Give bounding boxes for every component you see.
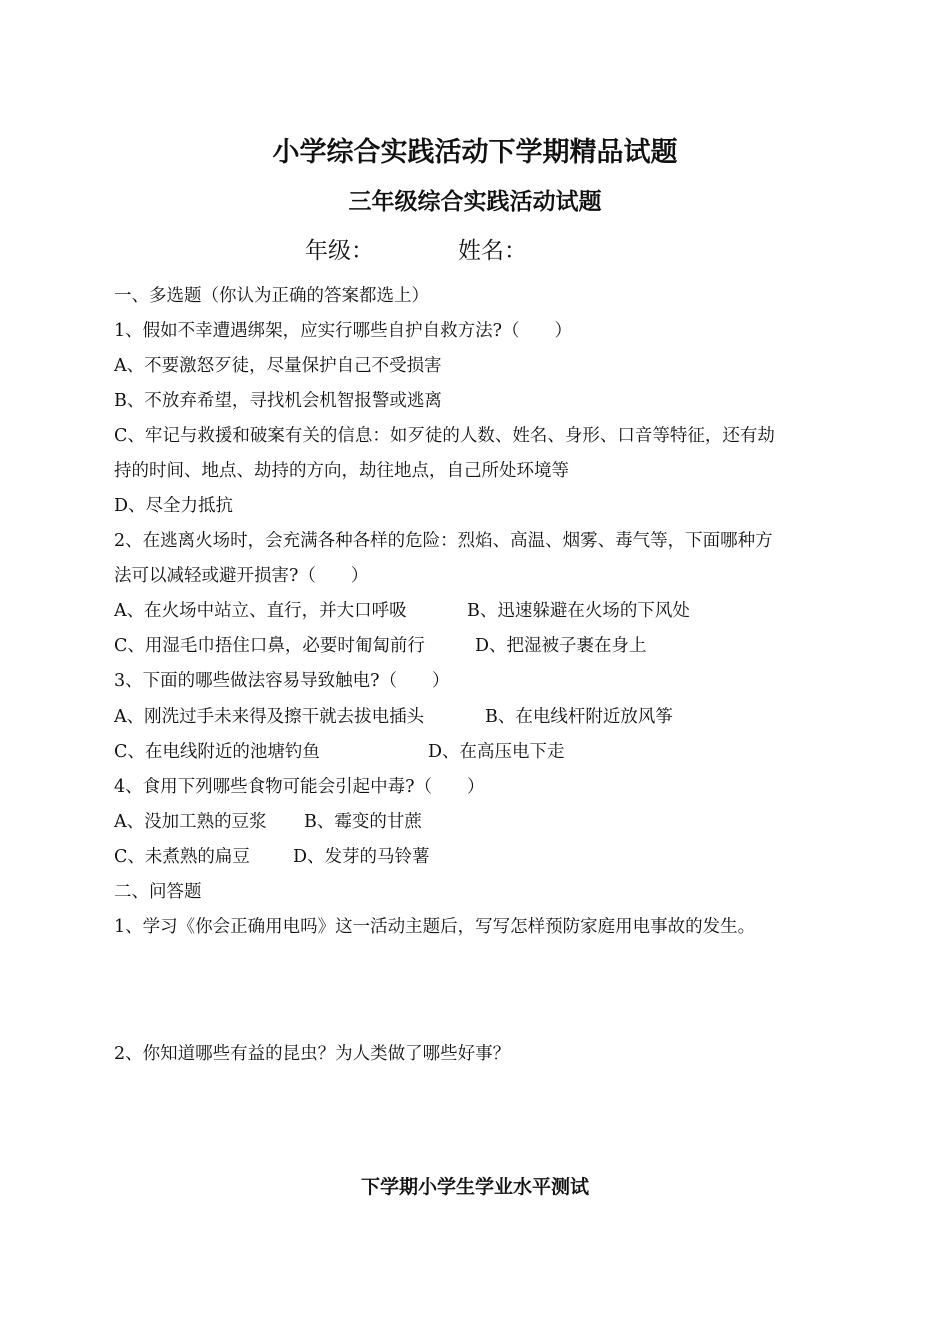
q4-option-d: D、发芽的马铃薯 [293, 847, 430, 867]
essay-q2: 2、你知道哪些有益的昆虫？为人类做了哪些好事？ [114, 1044, 511, 1064]
q3-option-c: C、在电线附近的池塘钓鱼 [114, 742, 320, 762]
q3-option-a: A、刚洗过手未来得及擦干就去拔电插头 [114, 707, 425, 727]
q2-option-d: D、把湿被子裹在身上 [475, 636, 647, 656]
q2-option-c: C、用湿毛巾捂住口鼻，必要时匍匐前行 [114, 636, 425, 656]
essay-q1: 1、学习《你会正确用电吗》这一活动主题后，写写怎样预防家庭用电事故的发生。 [114, 917, 756, 937]
q4-option-b: B、霉变的甘蔗 [304, 812, 422, 832]
q1-option-a: A、不要激怒歹徒，尽量保护自己不受损害 [114, 356, 442, 376]
footer-title: 下学期小学生学业水平测试 [360, 1176, 589, 1198]
q1-option-b: B、不放弃希望，寻找机会机智报警或逃离 [114, 391, 442, 411]
q1-option-d: D、尽全力抵抗 [114, 496, 234, 516]
q4-option-c: C、未煮熟的扁豆 [114, 847, 250, 867]
section2-heading: 二、问答题 [114, 882, 202, 902]
q4-stem: 4、食用下列哪些食物可能会引起中毒?（ ） [114, 777, 485, 797]
q3-stem: 3、下面的哪些做法容易导致触电?（ ） [114, 671, 450, 691]
q3-option-d: D、在高压电下走 [428, 742, 565, 762]
sub-title: 三年级综合实践活动试题 [348, 189, 602, 215]
q4-option-a: A、没加工熟的豆浆 [114, 812, 267, 832]
q2-stem-line1: 2、在逃离火场时，会充满各种各样的危险：烈焰、高温、烟雾、毒气等，下面哪种方 [114, 531, 773, 551]
q2-stem-line2: 法可以减轻或避开损害?（ ） [114, 566, 369, 586]
q1-option-c-line2: 持的时间、地点、劫持的方向，劫往地点，自己所处环境等 [114, 461, 569, 481]
grade-label: 年级： [305, 238, 374, 264]
section1-heading: 一、多选题（你认为正确的答案都选上） [114, 286, 429, 306]
q3-option-b: B、在电线杆附近放风筝 [485, 707, 673, 727]
q1-option-c-line1: C、牢记与救援和破案有关的信息：如歹徒的人数、姓名、身形、口音等特征，还有劫 [114, 426, 775, 446]
q2-option-b: B、迅速躲避在火场的下风处 [467, 601, 690, 621]
name-label: 姓名： [458, 238, 527, 264]
main-title: 小学综合实践活动下学期精品试题 [272, 137, 678, 168]
q1-stem: 1、假如不幸遭遇绑架，应实行哪些自护自救方法?（ ） [114, 321, 573, 341]
q2-option-a: A、在火场中站立、直行，并大口呼吸 [114, 601, 407, 621]
